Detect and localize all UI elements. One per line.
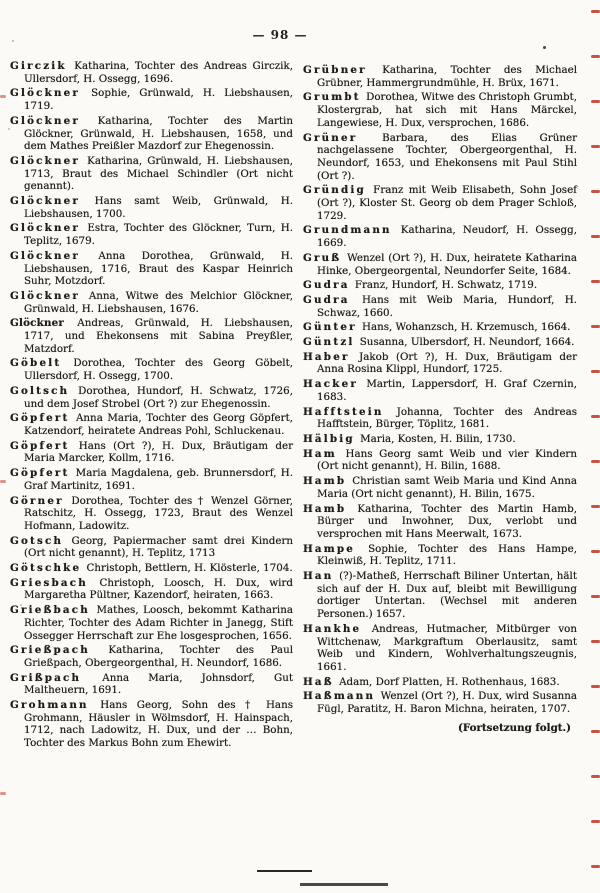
register-entry	[303, 503, 577, 541]
entry-text: Franz mit Weib Elisabeth, Sohn Josef (Ort ?), Kloster St. Georg ob dem Prager Schloß, 1729.	[317, 184, 577, 222]
entry-surname: Ham	[303, 447, 337, 460]
entry-text: Anna Maria, Johnsdorf, Gut Maltheuern, 1691.	[24, 671, 293, 697]
register-entry	[303, 91, 577, 129]
register-entry	[10, 562, 293, 575]
entry-surname: Grießbach	[10, 604, 90, 617]
entry-text: Susanna, Ulbersdorf, H. Neundorf, 1664.	[356, 336, 575, 349]
red-edge-mark	[591, 280, 600, 283]
register-entry	[303, 406, 577, 431]
entry-text: Wenzel (Ort ?), H. Dux, heiratete Katharina Hinke, Obergeorgental, Neundorfer Seite, 1684.	[317, 251, 577, 277]
register-entry	[10, 115, 293, 153]
entry-surname: Hampe	[303, 542, 356, 555]
register-entry	[303, 475, 577, 500]
register-entry	[10, 604, 293, 642]
entry-surname: Glöckner	[10, 249, 81, 262]
entry-surname: Gründig	[303, 184, 366, 197]
entry-surname: Hamb	[303, 502, 347, 515]
entry-text: Estra, Tochter des Glöckner, Turn, H. Teplitz, 1679.	[24, 222, 293, 248]
entry-text: Dorothea, Tochter des Georg Göbelt, Ullersdorf, H. Ossegg, 1700.	[24, 357, 293, 383]
register-entry	[303, 321, 577, 334]
entry-text: Johanna, Tochter des Andreas Hafftstein, Bürger, Töplitz, 1681.	[317, 405, 577, 431]
entry-surname: Günter	[303, 321, 357, 334]
register-entry	[10, 155, 293, 193]
register-entry	[10, 222, 293, 247]
entry-surname: Griesbach	[10, 576, 88, 589]
entry-surname: Grumbt	[303, 91, 361, 104]
entry-surname: Grißpach	[10, 671, 82, 684]
register-entry	[10, 385, 293, 410]
scan-speck	[543, 46, 546, 49]
entry-surname: Gudra	[303, 279, 350, 292]
entry-surname: Görner	[10, 494, 64, 507]
entry-surname: Göpfert	[10, 412, 70, 425]
register-entry	[10, 317, 293, 355]
register-entry	[10, 195, 293, 220]
entry-text: Anna, Witwe des Melchior Glöckner, Grünwald, H. Liebshausen, 1676.	[24, 289, 293, 315]
entry-text: Dorothea, Hundorf, H. Schwatz, 1726, und dem Josef Strobel (Ort ?) zur Ehegenossin.	[24, 384, 293, 410]
entry-text: Mathes, Loosch, bekommt Katharina Richter, Tochter des Adam Richter in Janegg, Stift Ossegger Herrschaft zur Ehe losgesprochen, 1656.	[24, 604, 293, 642]
entry-surname: Güntzl	[303, 336, 355, 349]
scan-speck	[12, 40, 14, 42]
entry-surname: Göbelt	[10, 357, 62, 370]
register-entry	[10, 495, 293, 533]
red-edge-mark	[0, 480, 6, 483]
register-column-left	[10, 60, 293, 752]
red-edge-mark	[591, 730, 600, 733]
entry-text: Dorothea, Tochter des † Wenzel Görner, Ratschitz, H. Ossegg, 1723, Braut des Wenzel Hofmann, Ladowitz.	[24, 494, 293, 532]
bottom-rule	[300, 883, 388, 886]
entry-text: Barbara, des Elias Grüner nachgelassene Tochter, Obergeorgenthal, H. Neundorf, 1653, und Ehekonsens mit Paul Stihl (Ort ?).	[317, 131, 577, 182]
register-entry	[303, 570, 577, 621]
entry-text: Katharina, Tochter des Martin Glöckner, Grünwald, H. Liebshausen, 1658, und dem Mathes Preißler Mazdorf zur Ehegenossin.	[24, 114, 293, 153]
register-entry	[303, 623, 577, 674]
entry-surname: Glöckner	[10, 317, 65, 330]
entry-surname: Glöckner	[10, 154, 81, 167]
entry-surname: Haß	[303, 675, 334, 688]
entry-text: Christian samt Weib Maria und Kind Anna Maria (Ort nicht genannt), H. Bilin, 1675.	[317, 475, 577, 500]
entry-surname: Haber	[303, 350, 350, 363]
red-edge-mark	[591, 370, 600, 373]
entry-text: Maria Magdalena, geb. Brunnersdorf, H. Graf Martinitz, 1691.	[24, 467, 293, 492]
entry-surname: Hafftstein	[303, 405, 384, 418]
red-edge-mark	[591, 595, 600, 598]
register-entry	[303, 64, 577, 89]
register-entry	[10, 699, 293, 750]
entry-text: Jakob (Ort ?), H. Dux, Bräutigam der Anna Rosina Klippl, Hundorf, 1725.	[317, 350, 577, 376]
entry-text: Katharina, Tochter des Martin Hamb, Bürger und Inwohner, Dux, verlobt und versprochen mit Hans Meerwalt, 1673.	[317, 502, 577, 540]
entry-surname: Grohmann	[10, 699, 89, 712]
register-entry	[303, 676, 577, 689]
red-edge-mark	[0, 95, 6, 98]
entry-surname: Glöckner	[10, 195, 81, 208]
register-entry	[10, 60, 293, 85]
red-edge-mark	[0, 792, 6, 795]
register-entry	[10, 440, 293, 465]
entry-text: Sophie, Tochter des Hans Hampe, Kleinwiß, H. Teplitz, 1711.	[317, 542, 577, 568]
entry-text: Hans mit Weib Maria, Hundorf, H. Schwaz, 1660.	[317, 293, 577, 319]
register-entry	[10, 357, 293, 382]
entry-surname: Hälbig	[303, 432, 355, 445]
scan-speck	[20, 604, 22, 606]
red-edge-mark	[591, 550, 600, 553]
red-edge-mark	[591, 685, 600, 688]
entry-text: Hans, Wohanzsch, H. Krzemusch, 1664.	[358, 321, 571, 334]
register-entry	[303, 184, 577, 222]
entry-text: Katharina, Tochter des Paul Grießpach, Obergeorgenthal, H. Neundorf, 1686.	[24, 644, 293, 669]
entry-surname: Glöckner	[10, 222, 81, 235]
entry-text: Adam, Dorf Platten, H. Rothenhaus, 1683.	[335, 675, 560, 688]
entry-text: Katharina, Tochter des Andreas Girczik, Ullersdorf, H. Ossegg, 1696.	[24, 60, 293, 85]
entry-text: Christoph, Loosch, H. Dux, wird Margaretha Pültner, Kazendorf, heiraten, 1663.	[24, 576, 293, 602]
entry-surname: Grundmann	[303, 224, 392, 237]
entry-surname: Glöckner	[10, 114, 81, 127]
red-edge-mark	[591, 865, 600, 868]
entry-text: Anna Maria, Tochter des Georg Göpfert, Katzendorf, heiratete Andreas Pohl, Schluckenau.	[24, 412, 293, 437]
entry-surname: Hacker	[303, 378, 358, 391]
entry-surname: Hankhe	[303, 622, 362, 635]
register-column-right	[303, 64, 577, 745]
register-entry	[303, 543, 577, 568]
register-entry	[303, 132, 577, 183]
red-edge-mark	[591, 325, 600, 328]
entry-text: Katharina, Tochter des Michael Grübner, Hammergrundmühle, H. Brüx, 1671.	[317, 64, 577, 89]
red-edge-mark	[591, 775, 600, 778]
scan-speck	[8, 128, 10, 130]
register-entry	[303, 378, 577, 403]
red-edge-mark	[591, 640, 600, 643]
entry-surname: Gotsch	[10, 534, 64, 547]
entry-surname: Hamb	[303, 475, 347, 488]
entry-text: Franz, Hundorf, H. Schwatz, 1719.	[351, 279, 538, 292]
column-end-rule	[257, 870, 312, 872]
entry-surname: Grübner	[303, 64, 367, 76]
continuation-note: (Fortsetzung folgt.)	[458, 721, 571, 734]
register-entry	[303, 224, 577, 249]
entry-text: Christoph, Bettlern, H. Klösterle, 1704.	[83, 562, 293, 575]
entry-surname: Haßmann	[303, 690, 376, 703]
entry-text: Katharina, Neudorf, H. Ossegg, 1669.	[317, 224, 577, 250]
page-number: — 98 —	[252, 28, 308, 42]
entry-text: Dorothea, Witwe des Christoph Grumbt, Klostergrab, hat sich mit Hans Märckel, Langewiese, H. Dux, versprochen, 1686.	[317, 91, 577, 129]
register-entry	[303, 294, 577, 319]
entry-text: Maria, Kosten, H. Bilin, 1730.	[356, 432, 516, 445]
register-entry	[303, 351, 577, 376]
register-entry	[10, 467, 293, 492]
entry-surname: Göpfert	[10, 467, 70, 480]
entry-surname: Glöckner	[10, 289, 81, 302]
register-entry	[10, 250, 293, 288]
register-entry	[10, 672, 293, 697]
entry-surname: Grüner	[303, 131, 358, 144]
register-entry	[10, 644, 293, 669]
entry-text: (?)-Matheß, Herrschaft Biliner Untertan, hält sich auf der H. Dux auf, bleibt mit Bewilligung dortiger Untertan. (Wechsel mit anderen Personen.) 1657.	[317, 570, 577, 621]
entry-surname: Grießpach	[10, 644, 90, 657]
entry-text: Hans (Ort ?), H. Dux, Bräutigam der Maria Marcker, Kollm, 1716.	[24, 439, 293, 465]
entry-text: Sophie, Grünwald, H. Liebshausen, 1719.	[24, 87, 293, 113]
red-edge-mark	[591, 235, 600, 238]
register-entry	[10, 290, 293, 315]
entry-text: Georg, Papiermacher samt drei Kindern (Ort nicht genannt), H. Teplitz, 1713	[24, 534, 293, 560]
red-edge-mark	[591, 460, 600, 463]
red-edge-mark	[591, 505, 600, 508]
entry-surname: Göpfert	[10, 439, 70, 452]
entry-text: Martin, Lappersdorf, H. Graf Czernin, 1683.	[317, 378, 577, 403]
entry-text: Katharina, Grünwald, H. Liebshausen, 1713, Braut des Michael Schindler (Ort nicht genannt).	[24, 154, 293, 193]
register-entry	[303, 448, 577, 473]
register-entry	[303, 336, 577, 349]
red-edge-mark	[591, 820, 600, 823]
red-edge-mark	[591, 415, 600, 418]
red-edge-mark	[591, 100, 600, 103]
red-edge-mark	[591, 145, 600, 148]
entry-surname: Gudra	[303, 293, 350, 306]
red-edge-mark	[591, 55, 600, 58]
entry-text: Andreas, Hutmacher, Mitbürger von Wittchenaw, Markgraftum Oberlausitz, samt Weib und Kindern, Wohlverhaltungszeugnis, 1661.	[317, 622, 577, 673]
entry-text: Andreas, Grünwald, H. Liebshausen, 1717, und Ehekonsens mit Sabina Preyßler, Matzdorf.	[24, 317, 293, 355]
entry-text: Hans Georg, Sohn des † Hans Grohmann, Häusler in Wölmsdorf, H. Hainspach, 1712, nach Ladowitz, H. Dux, und der … Bohn, Tochter des Markus Bohn zum Ehewirt.	[24, 699, 293, 750]
register-entry	[10, 87, 293, 112]
entry-surname: Gruß	[303, 251, 342, 264]
register-entry	[10, 577, 293, 602]
entry-surname: Götschke	[10, 562, 82, 575]
register-entry	[10, 412, 293, 437]
entry-surname: Han	[303, 570, 334, 583]
entry-surname: Girczik	[10, 60, 67, 72]
entry-text: Hans Georg samt Weib und vier Kindern (Ort nicht genannt), H. Bilin, 1688.	[317, 447, 577, 473]
red-edge-mark	[591, 10, 600, 13]
red-edge-mark	[591, 190, 600, 193]
register-entry	[10, 535, 293, 560]
register-entry	[303, 690, 577, 715]
entry-text: Wenzel (Ort ?), H. Dux, wird Susanna Fügl, Paratitz, H. Baron Michna, heiraten, 1707.	[317, 690, 577, 716]
register-entry	[303, 433, 577, 446]
entry-surname: Goltsch	[10, 384, 70, 397]
entry-text: Hans samt Weib, Grünwald, H. Liebshausen, 1700.	[24, 195, 293, 220]
entry-text: Anna Dorothea, Grünwald, H. Liebshausen, 1716, Braut des Kaspar Heinrich Suhr, Motzdorf.	[24, 249, 293, 288]
register-entry	[303, 279, 577, 292]
register-entry	[303, 252, 577, 277]
entry-surname: Glöckner	[10, 87, 81, 100]
